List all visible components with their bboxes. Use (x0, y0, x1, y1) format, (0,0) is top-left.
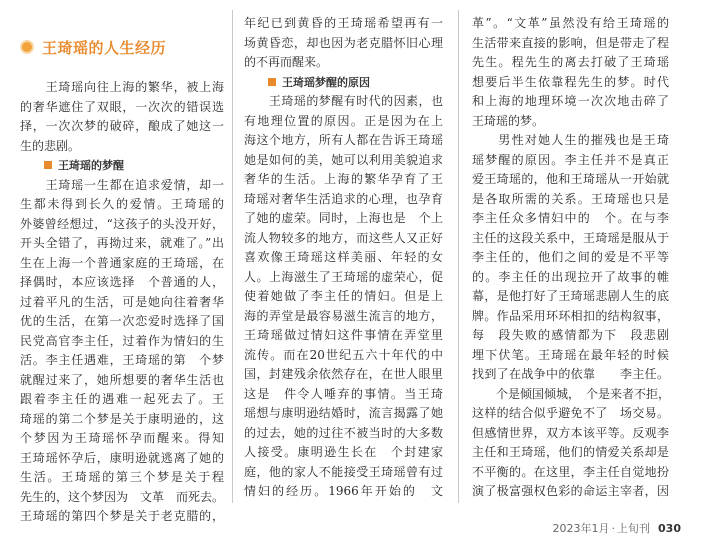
text-line: 王琦瑶向往上海的繁华，被上海 (20, 80, 224, 94)
text-line: 海这个地方，所有人都在告诉王琦瑶 (244, 133, 443, 147)
column-divider-left (232, 10, 233, 503)
text-line: 民党高官李主任，过着作为情妇的生 (20, 333, 224, 348)
text-line: 主任的这段关系中，王琦瑶是服从于 (472, 230, 669, 245)
text-line: 开头全错了，再拗过来，就难了。”出 (20, 236, 224, 250)
footer-issue: 2023年1月 (552, 522, 610, 535)
text-line: 王琦瑶的梦醒有时代的因素，也 (244, 94, 443, 108)
subheading-text: 王琦瑶的梦醒 (58, 159, 124, 172)
text-line: 这是 件令人唾弃的事情。当王琦 (244, 386, 443, 401)
subheading-square-icon (268, 78, 276, 86)
text-line: 择，一次次梦的破碎，酿成了她这一 (20, 119, 224, 133)
text-line: 李主任的，他们之间的爱是不平等 (472, 250, 669, 264)
text-line: 想要后半生依靠程先生的梦。时代 (472, 74, 669, 89)
text-line: 埋下伏笔。王琦瑶在最年轻的时候 (472, 347, 669, 362)
text-line: 活。李主任遇难，王琦瑶的第 个梦 (20, 353, 224, 367)
text-line: 优的生活，在第一次恋爱时选择了国 (20, 314, 224, 328)
text-line: 和上海的地理环境一次次地击碎了 (472, 94, 669, 108)
text-line: 找到了在战争中的依靠 李主任。 (472, 367, 669, 381)
text-line: 李主任众多情妇中的 个。在与李 (472, 211, 669, 225)
intro-paragraph (20, 78, 224, 156)
text-line: 王琦瑶怀孕后，康明逊就逃离了她的 (20, 450, 224, 465)
subheading-dream-awake (20, 156, 224, 176)
text-line: 奢华的生活。上海的繁华孕育了王 (244, 172, 443, 186)
text-line: 有地理位置的原因。正是因为在上 (244, 113, 443, 128)
text-line: 先生。程先生的离去打破了王琦瑶 (472, 55, 669, 69)
body-paragraph (472, 14, 669, 502)
text-line: 琦瑶的第二个梦是关于康明逊的，这 (20, 411, 224, 426)
body-paragraph (244, 92, 443, 502)
text-line: 国，封建残余依然存在，在世人眼里 (244, 367, 443, 381)
text-line: 跟着李主任的遇难一起死去了。王 (20, 392, 224, 406)
text-line: 男性对她人生的摧残也是王琦 (472, 133, 669, 147)
text-line: 不平衡的。在这里，李主任自觉地扮 (472, 464, 669, 479)
text-line: 了她的虚荣。同时，上海也是 个上 (244, 211, 443, 225)
text-line: 人接受。康明逊生长在 个封建家 (244, 445, 443, 459)
text-line: 琦瑶对奢华生活追求的心理，也孕育 (244, 191, 443, 206)
subheading-dream-cause (244, 73, 443, 93)
footer-period: 上旬刊 (617, 522, 651, 535)
body-paragraph (20, 176, 224, 527)
text-line: 爱王琦瑶的，他和王琦瑶从一开始就 (472, 172, 669, 186)
text-column-1 (20, 0, 224, 527)
page-footer (553, 520, 681, 536)
text-line: 革”。“文革”虽然没有给王琦瑶的 (472, 16, 669, 30)
footer-separator: · (611, 522, 616, 535)
text-line: 生在上海一个普通家庭的王琦瑶，在 (20, 255, 224, 270)
body-paragraph (244, 14, 443, 73)
text-line: 王琦瑶的梦。 (472, 113, 545, 128)
text-line: 牌。作品采用环环相扣的结构叙事， (472, 308, 669, 323)
text-line: 个是倾国倾城， 个是来者不拒， (472, 386, 671, 401)
text-line: 生的悲剧。 (20, 138, 81, 153)
text-line: 海的弄堂是最容易滋生流言的地方， (244, 308, 443, 323)
text-line: 使着她做了李主任的情妇。但是上 (244, 289, 443, 303)
text-line: 她是如何的美，她可以利用美貌追求 (244, 152, 443, 167)
text-line: 就醒过来了，她所想要的奢华生活也 (20, 372, 224, 387)
text-line: 年纪已到黄昏的王琦瑶希望再有一 (244, 16, 443, 30)
text-column-3 (472, 14, 669, 502)
text-line: 外婆曾经想过，“这孩子的头没开好， (20, 216, 224, 231)
text-line: 生都未得到长久的爱情。王琦瑶的 (20, 197, 224, 211)
page-number: 030 (658, 522, 681, 535)
text-line: 过着平凡的生活，可是她向往着奢华 (20, 294, 224, 309)
subheading-square-icon (44, 161, 52, 169)
text-line: 瑶梦醒的原因。李主任并不是真正 (472, 152, 669, 167)
text-line: 的奢华遮住了双眼，一次次的错误选 (20, 99, 224, 114)
text-line: 但感情世界，双方本该平等。反观李 (472, 425, 669, 440)
text-line: 每 段失败的感情都为下 段悲剧 (472, 328, 669, 342)
text-line: 情妇的经历。1966年开始的 文 (244, 484, 443, 498)
text-line: 个梦因为王琦瑶怀孕而醒来。得知 (20, 431, 224, 445)
text-line: 王琦瑶做过情妇这件事情在弄堂里 (244, 328, 443, 342)
text-line: 生活。王琦瑶的第三个梦是关于程 (20, 470, 224, 484)
text-line: 喜欢像王琦瑶这样美丽、年轻的女 (244, 250, 443, 264)
text-line: 庭，他的家人不能接受王琦瑶曾有过 (244, 464, 443, 479)
text-line: 流人物较多的地方，而这些人又正好 (244, 230, 443, 245)
text-line: 择偶时，本应该选择 个普通的人， (20, 275, 224, 289)
section-bullet-icon (20, 40, 34, 54)
subheading-text: 王琦瑶梦醒的原因 (282, 75, 370, 89)
text-line: 先生的，这个梦因为 文革 而死去。 (20, 489, 225, 504)
article-title-row (20, 34, 224, 60)
text-line: 王琦瑶一生都在追求爱情，却一 (20, 177, 224, 192)
text-line: 幕，是他打好了王琦瑶悲剧人生的底 (472, 289, 669, 303)
text-line: 的过去，她的过往不被当时的大多数 (244, 425, 443, 440)
text-line: 的不再而醒来。 (244, 55, 329, 69)
text-line: 流传。而在20世纪五六十年代的中 (244, 347, 443, 362)
article-title: 王琦瑶的人生经历 (42, 38, 167, 57)
text-line: 瑶想与康明逊结婚时，流言揭露了她 (244, 406, 443, 420)
column-divider-right (458, 10, 459, 503)
text-line: 王琦瑶的第四个梦是关于老克腊的， (20, 509, 224, 523)
text-line: 演了极富强权色彩的命运主宰者，因 (472, 484, 669, 498)
text-line: 场黄昏恋，却也因为老克腊怀旧心理 (244, 35, 443, 50)
text-line: 主任和王琦瑶，他们的情爱关系却是 (472, 445, 669, 459)
text-line: 这样的结合似乎避免不了 场交易。 (472, 406, 669, 420)
text-line: 是各取所需的关系。王琦瑶也只是 (472, 191, 669, 206)
text-line: 的。李主任的出现拉开了故事的帷 (472, 269, 669, 284)
text-line: 生活带来直接的影响，但是带走了程 (472, 35, 669, 50)
text-line: 人。上海滋生了王琦瑶的虚荣心，促 (244, 269, 443, 284)
text-column-2 (244, 14, 443, 502)
